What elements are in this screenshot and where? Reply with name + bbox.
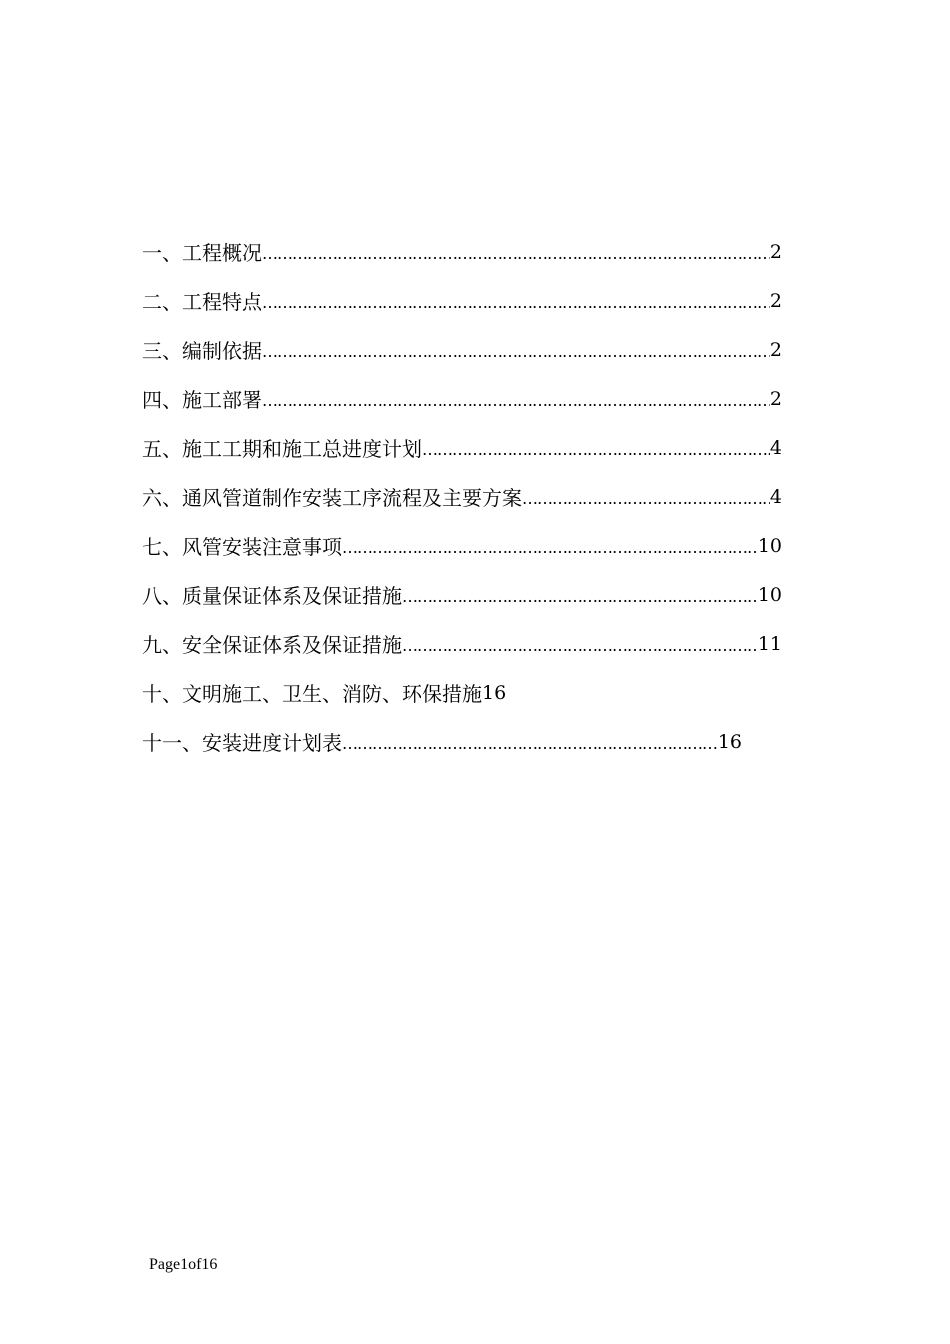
toc-leader-dots: [402, 636, 758, 654]
toc-entry-page: 4: [769, 486, 782, 508]
toc-entry-page: 2: [769, 290, 782, 312]
page-footer: Page1of16: [149, 1256, 218, 1273]
toc-leader-dots: [342, 538, 758, 556]
toc-entry-title: 九、安全保证体系及保证措施: [142, 632, 402, 657]
toc-leader-dots: [522, 489, 770, 507]
toc-entry[interactable]: [142, 718, 742, 767]
table-of-contents: [142, 228, 782, 767]
toc-entry-title: 十、文明施工、卫生、消防、环保措施: [142, 681, 482, 706]
toc-entry-page: 2: [769, 339, 782, 361]
toc-entry-page: 16: [717, 731, 742, 753]
toc-entry-title: 二、工程特点: [142, 289, 262, 314]
toc-leader-dots: [262, 342, 770, 360]
toc-entry-page: 4: [769, 437, 782, 459]
toc-entry[interactable]: [142, 375, 782, 424]
toc-leader-dots: [262, 244, 770, 262]
toc-entry-title: 六、通风管道制作安装工序流程及主要方案: [142, 485, 522, 510]
toc-entry-page: 16: [482, 682, 507, 704]
toc-entry[interactable]: [142, 326, 782, 375]
toc-entry[interactable]: [142, 669, 782, 718]
toc-entry-page: 10: [757, 535, 782, 557]
toc-entry-page: 10: [757, 584, 782, 606]
toc-leader-dots: [342, 734, 718, 752]
toc-entry-page: 2: [769, 388, 782, 410]
toc-leader-dots: [262, 391, 770, 409]
toc-entry-page: 11: [757, 633, 782, 655]
toc-entry-title: 十一、安装进度计划表: [142, 730, 342, 755]
toc-entry[interactable]: [142, 620, 782, 669]
toc-entry[interactable]: [142, 473, 782, 522]
toc-entry[interactable]: [142, 571, 782, 620]
toc-entry-title: 四、施工部署: [142, 387, 262, 412]
toc-leader-dots: [262, 293, 770, 311]
toc-leader-dots: [402, 587, 758, 605]
toc-entry-title: 一、工程概况: [142, 240, 262, 265]
toc-entry-title: 三、编制依据: [142, 338, 262, 363]
toc-entry[interactable]: [142, 522, 782, 571]
toc-entry[interactable]: [142, 424, 782, 473]
toc-entry-page: 2: [769, 241, 782, 263]
toc-entry[interactable]: [142, 277, 782, 326]
toc-entry-title: 五、施工工期和施工总进度计划: [142, 436, 422, 461]
toc-leader-dots: [422, 440, 770, 458]
toc-entry-title: 八、质量保证体系及保证措施: [142, 583, 402, 608]
toc-entry-title: 七、风管安装注意事项: [142, 534, 342, 559]
toc-entry[interactable]: [142, 228, 782, 277]
